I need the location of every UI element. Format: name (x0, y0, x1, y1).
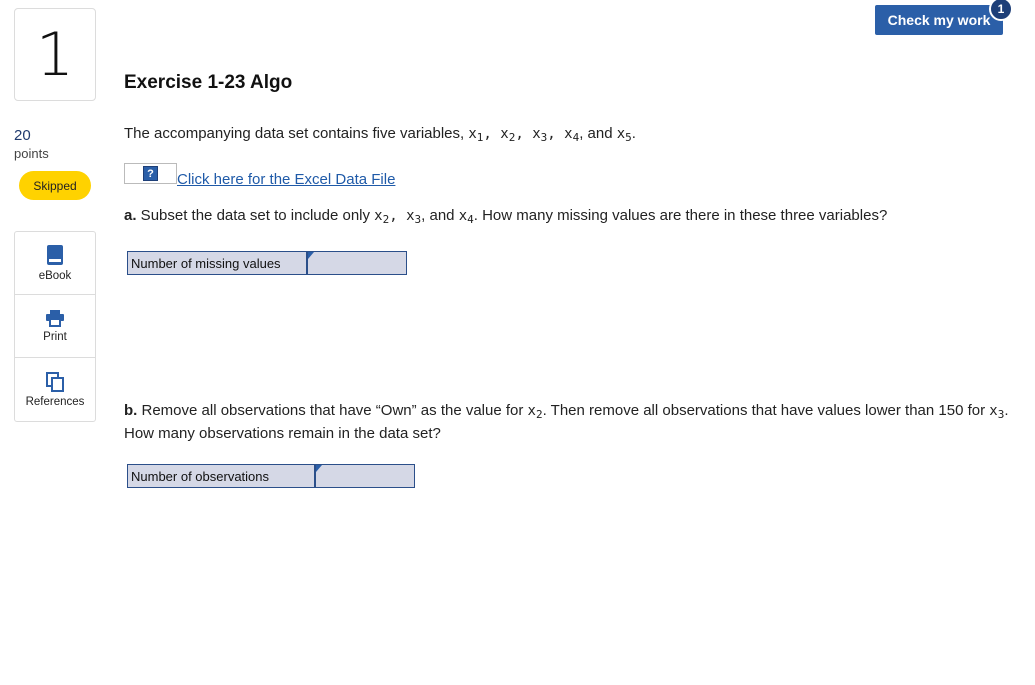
observations-input[interactable] (316, 465, 414, 487)
ebook-button[interactable] (15, 232, 95, 295)
print-label: Print (43, 331, 67, 343)
excel-help-button[interactable] (124, 163, 177, 184)
exercise-title: Exercise 1-23 Algo (124, 72, 293, 93)
printer-icon (45, 309, 65, 327)
exercise-intro: The accompanying data set contains five variables, $x_1$, $x_2$, $x_3$, $x_4$, and $x_5$. (124, 125, 636, 144)
references-button[interactable] (15, 358, 95, 421)
references-label: References (25, 395, 85, 408)
answer-table-b (127, 464, 415, 488)
answer-label-missing-values: Number of missing values (128, 252, 308, 274)
points-value: 20 (14, 127, 31, 144)
check-my-work-button[interactable] (875, 5, 1003, 35)
part-a-question: a. Subset the data set to include only $x_2$, $x_3$, and $x_4$. How many missing values are there in these three variables? (124, 207, 888, 226)
references-icon (46, 372, 64, 392)
check-my-work-label: Check my work (887, 12, 991, 28)
book-icon (46, 244, 64, 266)
tools-panel (14, 231, 96, 422)
ebook-label: eBook (38, 270, 72, 282)
answer-table-a (127, 251, 407, 275)
excel-data-link[interactable]: Click here for the Excel Data File (177, 171, 396, 188)
question-number: 1 (35, 19, 75, 90)
points-label: points (14, 146, 49, 161)
missing-values-input[interactable] (308, 252, 406, 274)
part-b-question: b. Remove all observations that have “Own” as the value for $x_2$. Then remove all observations that have values lower than 150 for $x_3$. How many observations remain in the data set? (124, 402, 1009, 442)
status-badge: Skipped (19, 171, 91, 200)
question-number-card (14, 8, 96, 101)
print-button[interactable] (15, 295, 95, 358)
answer-label-observations: Number of observations (128, 465, 316, 487)
help-icon: ? (143, 166, 158, 181)
check-count-badge: 1 (989, 0, 1013, 21)
